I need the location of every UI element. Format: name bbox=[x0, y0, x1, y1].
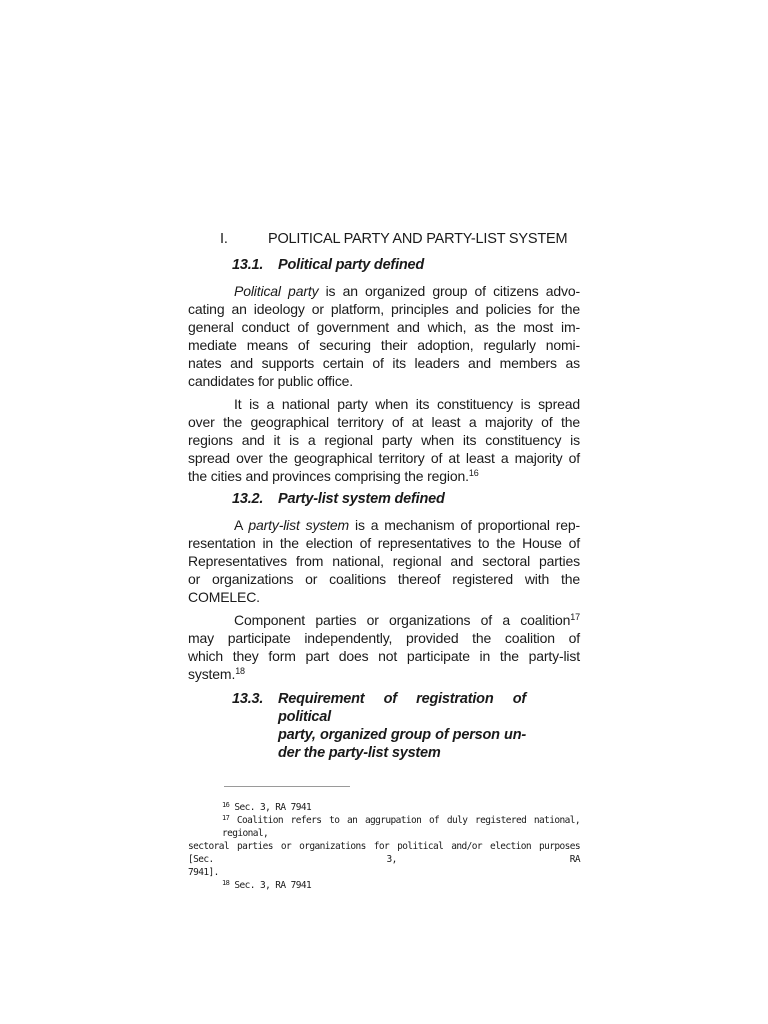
section-number: I. bbox=[220, 231, 228, 247]
paragraph-party-list-definition bbox=[188, 516, 580, 606]
footnotes bbox=[188, 801, 580, 892]
paragraph-line: mediate means of securing their adoption, regularly nomi- bbox=[188, 337, 580, 353]
paragraph-line: may participate independently, provided the coalition of bbox=[188, 630, 580, 646]
paragraph-line: It is a national party when its constituency is spread bbox=[234, 396, 580, 412]
paragraph-line: which they form part does not participate in the party-list bbox=[188, 648, 580, 664]
footnote-17: $^{17}$ Coalition refers to an aggrupation of duly registered national, regional, sectoral parties or organizations for political and/or election purposes [Sec. 3, RA 7941]. bbox=[188, 814, 580, 878]
footnote-reference: 17 bbox=[570, 612, 580, 622]
subsection-title: Political party defined bbox=[278, 257, 425, 273]
footnote-mark: 16 bbox=[222, 801, 230, 809]
subsection-13-1-heading bbox=[232, 257, 424, 273]
paragraph-line: the cities and provinces comprising the region.$^{16}$ bbox=[188, 468, 479, 484]
paragraph-line: Representatives from national, regional and sectoral parties bbox=[188, 553, 580, 569]
paragraph-line: cating an ideology or platform, principles and policies for the bbox=[188, 301, 580, 317]
section-heading bbox=[220, 231, 600, 247]
subsection-13-3-heading bbox=[232, 690, 532, 762]
paragraph-line: A party-list system is a mechanism of proportional rep- bbox=[234, 517, 580, 533]
paragraph-line: or organizations or coalitions thereof registered with the bbox=[188, 571, 580, 587]
footnote-18: $^{18}$ Sec. 3, RA 7941 bbox=[222, 879, 312, 891]
footnote-reference: 18 bbox=[235, 666, 245, 676]
footnote-mark: 17 bbox=[222, 814, 230, 822]
paragraph-line: spread over the geographical territory of at least a majority of bbox=[188, 450, 580, 466]
footnote-mark: 18 bbox=[222, 879, 230, 887]
footnote-reference: 16 bbox=[468, 468, 479, 478]
paragraph-line: nates and supports certain of its leaders and members as bbox=[188, 355, 580, 371]
paragraph-line: COMELEC. bbox=[188, 589, 260, 605]
paragraph-line: Component parties or organizations of a coalition$^{17}$ bbox=[234, 612, 580, 628]
subsection-number: 13.2. bbox=[232, 491, 264, 507]
paragraph-line: over the geographical territory of at least a majority of the bbox=[188, 414, 580, 430]
paragraph-line: Political party is an organized group of citizens advo- bbox=[234, 283, 580, 299]
defined-term: Political party bbox=[234, 283, 319, 299]
paragraph-line: candidates for public office. bbox=[188, 373, 354, 389]
subsection-13-2-heading bbox=[232, 491, 445, 507]
paragraph-line: regions and it is a regional party when its constituency is bbox=[188, 432, 580, 448]
paragraph-component-parties bbox=[188, 611, 580, 683]
paragraph-line: resentation in the election of representatives to the House of bbox=[188, 535, 580, 551]
footnote-16: $^{16}$ Sec. 3, RA 7941 bbox=[222, 801, 312, 813]
subsection-title-line: Requirement of registration of political bbox=[278, 691, 526, 725]
paragraph-line: system.$^{18}$ bbox=[188, 666, 245, 682]
paragraph-national-regional-party bbox=[188, 395, 580, 485]
paragraph-line: general conduct of government and which, as the most im- bbox=[188, 319, 580, 335]
defined-term: party-list system bbox=[248, 517, 350, 533]
footnote-separator bbox=[224, 786, 350, 787]
subsection-title-line: der the party-list system bbox=[278, 745, 441, 761]
subsection-number: 13.1. bbox=[232, 257, 264, 273]
paragraph-political-party-definition bbox=[188, 282, 580, 390]
subsection-title: Party-list system defined bbox=[278, 491, 445, 507]
subsection-number: 13.3. bbox=[232, 691, 264, 707]
section-title: POLITICAL PARTY AND PARTY-LIST SYSTEM bbox=[268, 231, 568, 247]
subsection-title-line: party, organized group of person un- bbox=[278, 727, 526, 743]
